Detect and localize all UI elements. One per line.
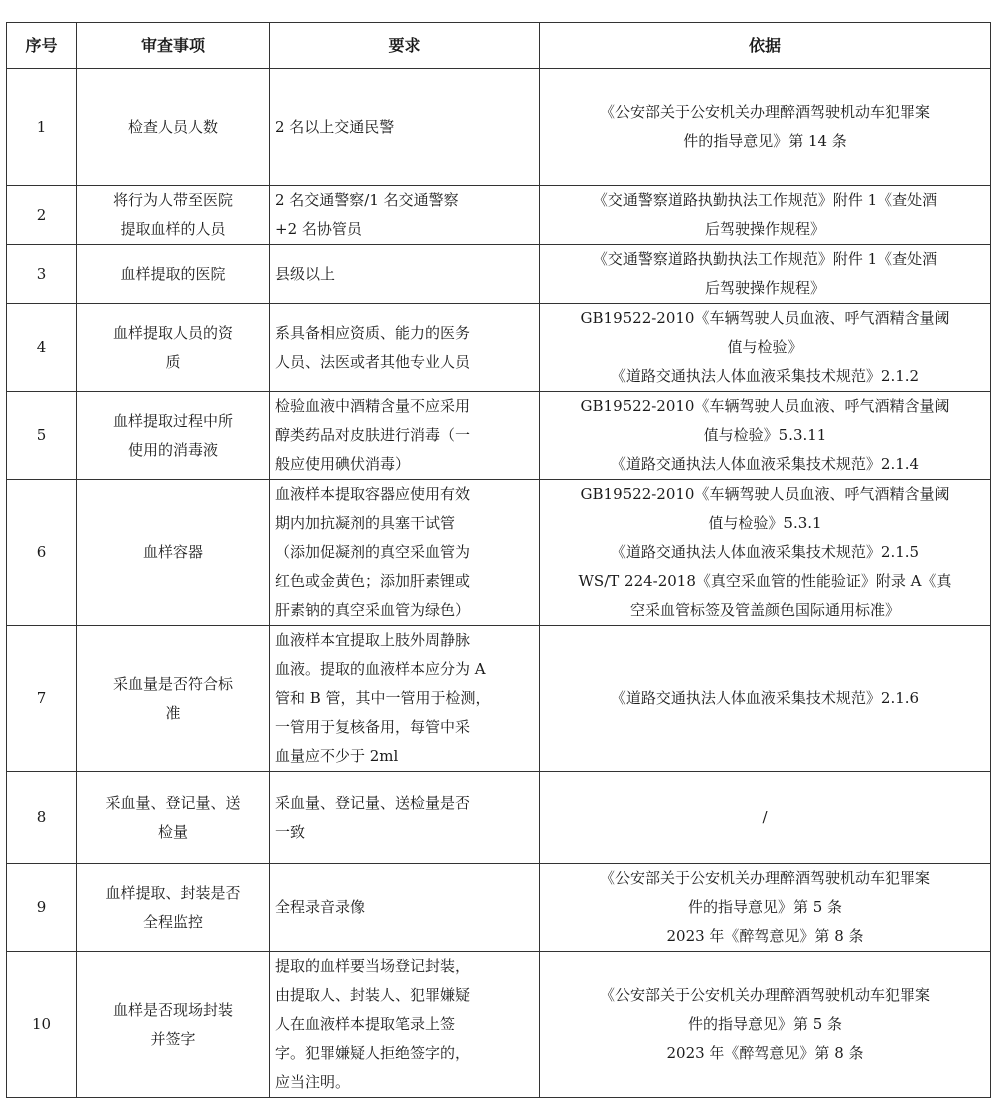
cell-line: 全程监控: [142, 912, 203, 931]
cell-line: 全程录音录像: [275, 898, 366, 916]
cell-line: GB19522-2010《车辆驾驶人员血液、呼气酒精含量阈: [580, 485, 950, 503]
cell-line: 由提取人、封装人、犯罪嫌疑: [275, 986, 471, 1004]
cell-line: 人员、法医或者其他专业人员: [275, 352, 471, 371]
cell-line: 采血量、登记量、送: [105, 793, 241, 812]
cell-basis: [540, 952, 991, 1098]
cell-line: /: [762, 808, 768, 826]
cell-line: 一致: [275, 822, 306, 841]
cell-line: 提取的血样要当场登记封装，: [275, 957, 471, 975]
cell-item: [77, 392, 270, 480]
cell-basis: [540, 392, 991, 480]
cell-requirement: [270, 245, 540, 304]
cell-basis: [540, 304, 991, 392]
table-row: [7, 186, 991, 245]
table-row: [7, 626, 991, 772]
cell-no: 5: [7, 392, 77, 480]
cell-item: [77, 304, 270, 392]
cell-requirement: [270, 864, 540, 952]
cell-line: 应当注明。: [275, 1073, 351, 1091]
cell-line: 人在血液样本提取笔录上签: [275, 1015, 456, 1033]
cell-item: [77, 245, 270, 304]
cell-line: 管和 B 管，其中一管用于检测，: [275, 689, 491, 707]
cell-line: 血液样本提取容器应使用有效: [275, 485, 471, 503]
cell-requirement: [270, 304, 540, 392]
cell-line: 后驾驶操作规程》: [704, 220, 825, 238]
cell-line: 《道路交通执法人体血液采集技术规范》2.1.4: [610, 455, 920, 473]
cell-line: 件的指导意见》第 14 条: [683, 132, 847, 150]
cell-basis: [540, 772, 991, 864]
cell-no: 8: [7, 772, 77, 864]
cell-line: 县级以上: [275, 264, 336, 283]
cell-line: 血液样本宜提取上肢外周静脉: [275, 631, 471, 649]
header-basis: 依据: [540, 23, 991, 69]
cell-line: 字。犯罪嫌疑人拒绝签字的，: [275, 1044, 471, 1062]
cell-requirement: [270, 952, 540, 1098]
cell-no: 4: [7, 304, 77, 392]
cell-line: 值与检验》5.3.11: [703, 426, 827, 444]
cell-requirement: [270, 480, 540, 626]
cell-requirement: [270, 186, 540, 245]
cell-line: 值与检验》5.3.1: [708, 514, 822, 532]
cell-line: 红色或金黄色；添加肝素锂或: [275, 572, 471, 590]
cell-line: 《道路交通执法人体血液采集技术规范》2.1.2: [610, 367, 920, 385]
cell-no: 3: [7, 245, 77, 304]
cell-line: 血液。提取的血液样本应分为 A: [275, 660, 486, 678]
cell-line: GB19522-2010《车辆驾驶人员血液、呼气酒精含量阈: [580, 397, 950, 415]
cell-basis: [540, 626, 991, 772]
table-row: [7, 304, 991, 392]
table-row: [7, 864, 991, 952]
cell-line: GB19522-2010《车辆驾驶人员血液、呼气酒精含量阈: [580, 309, 950, 327]
cell-requirement: [270, 392, 540, 480]
table-row: [7, 245, 991, 304]
cell-line: 件的指导意见》第 5 条: [687, 898, 843, 916]
cell-line: 《公安部关于公安机关办理醉酒驾驶机动车犯罪案: [599, 869, 930, 887]
cell-line: 后驾驶操作规程》: [704, 279, 825, 297]
cell-line: WS/T 224-2018《真空采血管的性能验证》附录 A《真: [578, 572, 952, 590]
cell-line: 一管用于复核备用，每管中采: [275, 718, 471, 736]
cell-basis: [540, 245, 991, 304]
cell-line: 件的指导意见》第 5 条: [687, 1015, 843, 1033]
cell-line: 检查人员人数: [127, 117, 218, 136]
cell-line: 血样是否现场封装: [112, 1000, 233, 1019]
cell-line: 系具备相应资质、能力的医务: [275, 323, 471, 342]
cell-line: 般应使用碘伏消毒）: [275, 455, 411, 473]
cell-line: 采血量、登记量、送检量是否: [275, 793, 471, 812]
cell-line: 2 名交通警察/1 名交通警察: [275, 191, 459, 209]
cell-line: 空采血管标签及管盖颜色国际通用标准》: [629, 601, 900, 619]
cell-no: 6: [7, 480, 77, 626]
cell-basis: [540, 864, 991, 952]
cell-basis: [540, 186, 991, 245]
cell-line: 2023 年《醉驾意见》第 8 条: [666, 927, 864, 945]
cell-line: 血量应不少于 2ml: [275, 747, 399, 765]
cell-line: 《公安部关于公安机关办理醉酒驾驶机动车犯罪案: [599, 103, 930, 121]
cell-line: 检验血液中酒精含量不应采用: [275, 397, 471, 415]
review-table: [6, 22, 991, 1098]
cell-item: [77, 480, 270, 626]
table-body: [7, 69, 991, 1098]
cell-item: [77, 952, 270, 1098]
header-item: 审查事项: [77, 23, 270, 69]
table-row: [7, 480, 991, 626]
cell-line: 血样提取人员的资: [112, 323, 233, 342]
cell-requirement: [270, 69, 540, 186]
cell-item: [77, 69, 270, 186]
table-row: [7, 69, 991, 186]
table-row: [7, 952, 991, 1098]
cell-item: [77, 864, 270, 952]
header-requirement: 要求: [270, 23, 540, 69]
cell-line: 血样提取、封装是否: [105, 883, 241, 902]
cell-line: 准: [165, 703, 181, 722]
table-row: [7, 772, 991, 864]
cell-item: [77, 186, 270, 245]
cell-line: +2 名协管员: [275, 220, 362, 238]
cell-line: 醇类药品对皮肤进行消毒（一: [275, 426, 471, 444]
cell-no: 1: [7, 69, 77, 186]
cell-item: [77, 626, 270, 772]
cell-no: 7: [7, 626, 77, 772]
cell-line: 检量: [157, 822, 188, 841]
cell-requirement: [270, 626, 540, 772]
cell-line: 使用的消毒液: [127, 440, 218, 459]
table-header-row: [7, 23, 991, 69]
cell-basis: [540, 480, 991, 626]
cell-line: 《公安部关于公安机关办理醉酒驾驶机动车犯罪案: [599, 986, 930, 1004]
cell-line: 《道路交通执法人体血液采集技术规范》2.1.5: [610, 543, 920, 561]
cell-line: 《道路交通执法人体血液采集技术规范》2.1.6: [610, 689, 920, 707]
cell-line: 提取血样的人员: [120, 220, 226, 238]
cell-line: 2023 年《醉驾意见》第 8 条: [666, 1044, 864, 1062]
cell-line: 将行为人带至医院: [112, 191, 233, 209]
cell-line: 采血量是否符合标: [112, 674, 233, 693]
cell-basis: [540, 69, 991, 186]
cell-requirement: [270, 772, 540, 864]
cell-line: 值与检验》: [727, 338, 803, 356]
cell-line: 血样容器: [142, 543, 203, 561]
cell-no: 2: [7, 186, 77, 245]
cell-line: 质: [165, 352, 181, 371]
cell-line: 期内加抗凝剂的具塞干试管: [275, 514, 456, 532]
cell-no: 9: [7, 864, 77, 952]
cell-line: 血样提取过程中所: [112, 411, 233, 430]
cell-line: 并签字: [150, 1029, 196, 1048]
cell-line: 《交通警察道路执勤执法工作规范》附件 1《查处酒: [592, 250, 938, 268]
cell-no: 10: [7, 952, 77, 1098]
header-no: 序号: [7, 23, 77, 69]
cell-item: [77, 772, 270, 864]
cell-line: 血样提取的医院: [120, 264, 226, 283]
cell-line: 肝素钠的真空采血管为绿色）: [275, 601, 471, 619]
cell-line: 《交通警察道路执勤执法工作规范》附件 1《查处酒: [592, 191, 938, 209]
cell-line: （添加促凝剂的真空采血管为: [275, 543, 471, 561]
cell-line: 2 名以上交通民警: [275, 117, 395, 136]
table-row: [7, 392, 991, 480]
